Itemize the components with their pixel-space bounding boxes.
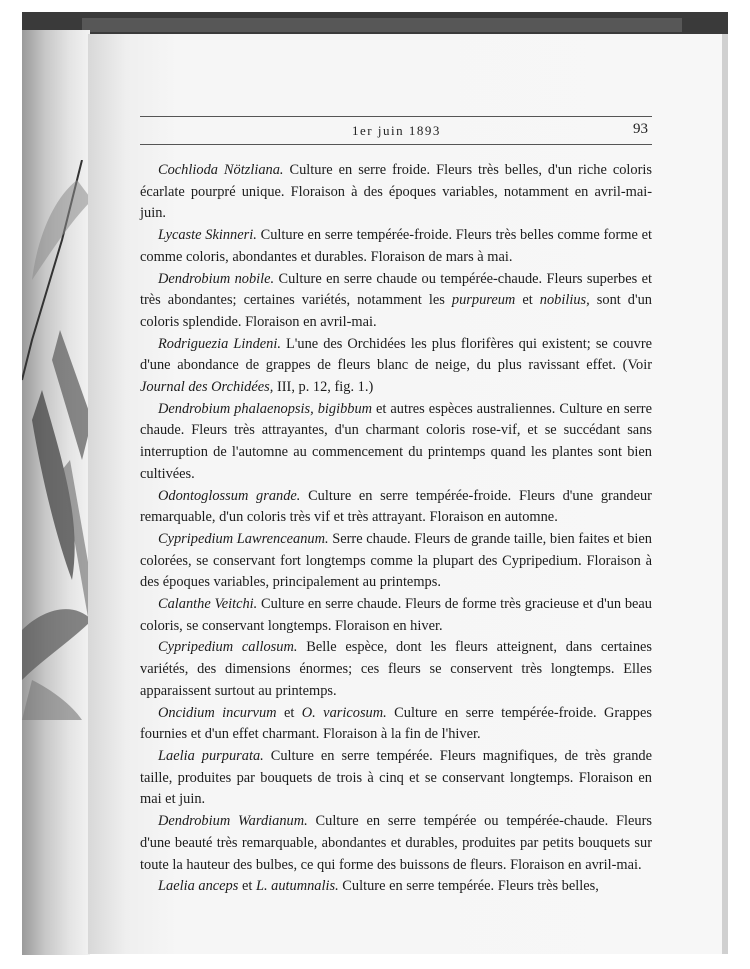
- entry-dendrobium-nobile: [140, 269, 652, 334]
- entry-text: Culture en serre tempérée ou tempérée-chaude. Fleurs d'une beauté très remarquable, abondantes et durables, produites par petits bouquets sur toute la hauteur des bulbes, ce qui forme des buissons de fleurs. Floraison en avril-mai.: [140, 813, 652, 873]
- entry-text: Culture en serre chaude ou tempérée-chaude. Fleurs superbes et très abondantes; certaines variétés, notamment les: [140, 270, 652, 309]
- header-rule-top: [140, 116, 652, 117]
- species-name: Dendrobium nobile.: [158, 270, 275, 287]
- entry-text: Culture en serre tempérée. Fleurs magnifiques, de très grande taille, produites par bouquets de trois à cinq et se conservant longtemps. Floraison en mai et juin.: [140, 747, 653, 808]
- species-name: Calanthe Veitchi.: [158, 596, 258, 613]
- page-number: 93: [633, 121, 648, 137]
- species-name: Odontoglossum grande.: [158, 487, 301, 504]
- species-name: Cochlioda Nötzliana.: [158, 162, 284, 178]
- entry-cypripedium-lawrenceanum: [140, 529, 652, 594]
- entry-text: Culture en serre chaude. Fleurs de forme très gracieuse et d'un beau coloris, se conservant longtemps. Floraison en hiver.: [140, 596, 652, 634]
- species-name: Laelia purpurata.: [158, 747, 264, 764]
- entry-text: Culture en serre froide. Fleurs très belles, d'un riche coloris écarlate pourpré unique. Floraison à des époques variables, notamment en avril-mai-juin.: [140, 162, 652, 222]
- header-rule-bottom: [140, 144, 652, 145]
- entry-text: et: [238, 878, 256, 895]
- entry-text: sont d'un coloris splendide. Floraison en avril-mai.: [140, 292, 652, 330]
- species-name: Dendrobium phalaenopsis, bigibbum: [158, 400, 373, 417]
- variety-name: nobilius,: [539, 292, 590, 309]
- species-name: Dendrobium Wardianum.: [158, 813, 308, 830]
- entry-cypripedium-callosum: [140, 637, 652, 702]
- entry-text: et autres espèces australiennes. Culture en serre chaude. Fleurs très attrayantes, d'un charmant coloris rose-vif, et se succédant sans interruption de l'automne au commencement du printemps quand les plantes sont bien cultivées.: [140, 400, 652, 482]
- running-header: [140, 116, 652, 146]
- entry-text: et: [515, 292, 540, 309]
- journal-reference: Journal des Orchidées,: [140, 379, 274, 396]
- species-name-secondary: L. autumnalis.: [255, 878, 339, 895]
- entry-laelia-purpurata: [140, 746, 652, 811]
- entry-text: Belle espèce, dont les fleurs atteignent, dans certaines variétés, des dimensions énormes; ces fleurs se conservent très longtemps. Elles apparaissent surtout au printemps.: [140, 639, 652, 699]
- entry-text: et: [276, 704, 302, 721]
- entry-cochlioda: [140, 160, 652, 225]
- species-name: Oncidium incurvum: [158, 704, 277, 721]
- species-name-secondary: O. varicosum.: [301, 704, 387, 721]
- entry-text: III, p. 12, fig. 1.): [273, 379, 374, 396]
- entry-dendrobium-wardianum: [140, 811, 652, 876]
- species-name: Rodriguezia Lindeni.: [158, 335, 281, 352]
- entry-odontoglossum: [140, 486, 652, 529]
- entry-text: Culture en serre tempérée. Fleurs très belles,: [338, 878, 599, 895]
- species-name: Laelia anceps: [158, 878, 239, 895]
- species-name: Cypripedium callosum.: [158, 639, 298, 656]
- variety-name: purpureum: [451, 292, 516, 309]
- body-text: [140, 160, 652, 898]
- entry-text: Culture en serre tempérée-froide. Fleurs d'une grandeur remarquable, d'un coloris très vif et très attrayant. Floraison en automne.: [140, 487, 652, 526]
- entry-text: L'une des Orchidées les plus florifères qui existent; se couvre d'une abondance de grappes de fleurs blanc de neige, du plus ravissant effet. (Voir: [140, 335, 652, 374]
- entry-rodriguezia: [140, 334, 652, 399]
- species-name: Lycaste Skinneri.: [158, 227, 257, 244]
- entry-oncidium: [140, 703, 652, 746]
- entry-text: Culture en serre tempérée-froide. Fleurs très belles comme forme et comme coloris, abondantes et durables. Floraison de mars à mai.: [140, 227, 652, 265]
- entry-text: Serre chaude. Fleurs de grande taille, bien faites et bien colorées, se conservant fort longtemps comme la plupart des Cypripedium. Floraison à des époques variables, principalement au printemps.: [140, 530, 652, 591]
- entry-text: Culture en serre tempérée-froide. Grappes fournies et d'un effet charmant. Floraison à la fin de l'hiver.: [140, 704, 652, 743]
- entry-dendrobium-phalaenopsis: [140, 399, 652, 486]
- entry-laelia-anceps: [140, 876, 652, 898]
- entry-lycaste: [140, 225, 652, 268]
- entry-calanthe: [140, 594, 652, 637]
- species-name: Cypripedium Lawrenceanum.: [158, 530, 329, 547]
- running-title: 1er juin 1893: [352, 123, 441, 138]
